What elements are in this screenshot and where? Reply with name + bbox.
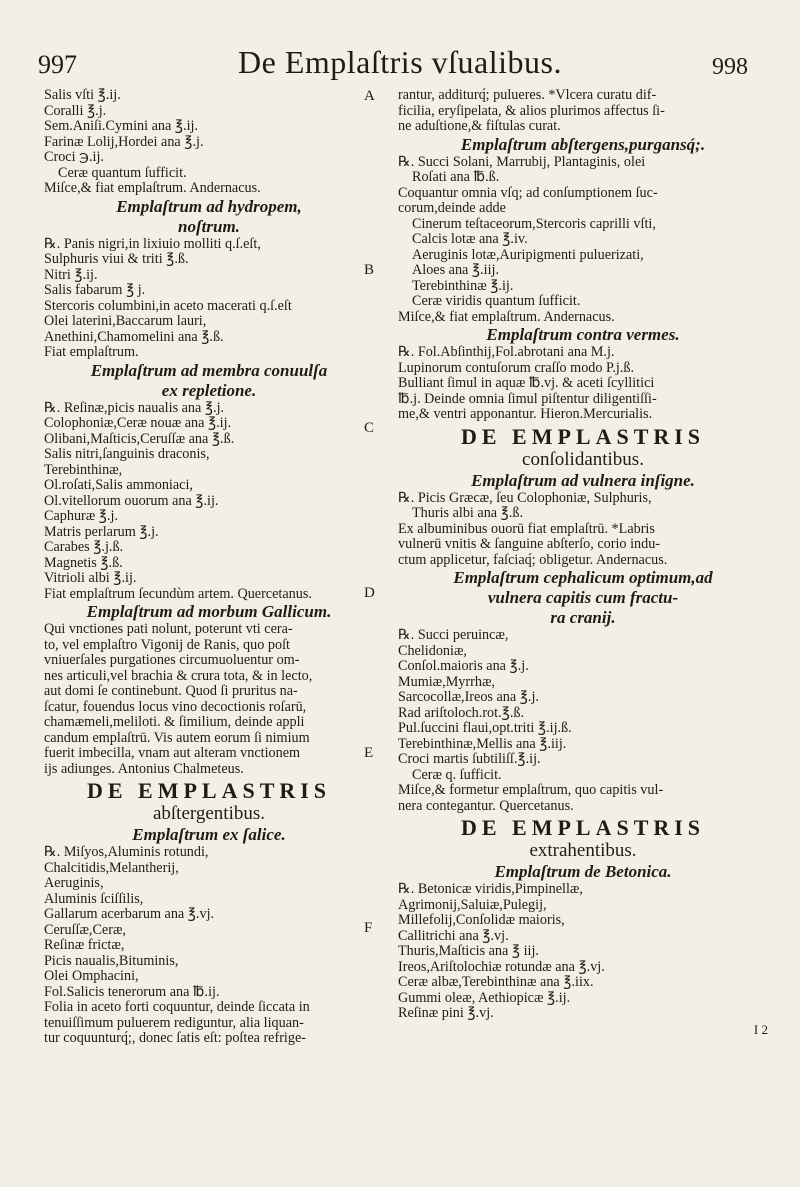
text-line: aut domi ſe continebunt. Quod ſi pruritus na- bbox=[44, 683, 298, 699]
text-line: Coralli ℥.j. bbox=[44, 102, 107, 119]
text-line: ſcatur, fouendus locus vino decoctionis roſarū, bbox=[44, 698, 307, 715]
text-line: Stercoris columbini,in aceto macerati q.ſ.eſt bbox=[44, 297, 292, 314]
recipe-heading: Emplaſtrum ad membra conuulſa bbox=[90, 360, 328, 380]
margin-letter-f: F bbox=[364, 920, 373, 936]
recipe-heading: Emplaſtrum ex ſalice. bbox=[132, 825, 286, 844]
text-line: ℞. Reſinæ,picis naualis ana ℥.j. bbox=[44, 399, 225, 416]
text-line: to, vel emplaſtro Vigonij de Ranis, quo poſt bbox=[44, 636, 290, 653]
text-line: vulnerū vnitis & ſanguine abſterſo, corio indu- bbox=[398, 536, 661, 552]
text-line: Gallarum acerbarum ana ℥.vj. bbox=[44, 906, 215, 922]
text-line: ℞. Picis Græcæ, ſeu Colophoniæ, Sulphuris, bbox=[398, 489, 652, 506]
recipe-heading: vulnera capitis cum fractu- bbox=[487, 588, 679, 607]
running-title: De Emplaſtris vſualibus. bbox=[238, 44, 562, 80]
text-line: Miſce,& fiat emplaſtrum. Andernacus. bbox=[398, 308, 615, 325]
text-line: Ceræ quantum ſufficit. bbox=[58, 164, 187, 181]
text-line: Qui vnctiones pati nolunt, poterunt vti cera- bbox=[44, 621, 293, 637]
text-line: Nitri ℥.ij. bbox=[44, 266, 98, 283]
text-line: Aluminis ſciſſilis, bbox=[44, 890, 144, 907]
text-line: Ceruſſæ,Ceræ, bbox=[44, 921, 126, 938]
text-line: Terebinthinæ, bbox=[44, 461, 123, 478]
text-line: Vitrioli albi ℥.ij. bbox=[44, 570, 137, 586]
text-line: Olei laterini,Baccarum lauri, bbox=[44, 313, 207, 329]
text-line: Coquantur omnia vſq; ad conſumptionem ſuc- bbox=[398, 184, 658, 201]
text-line: Chalcitidis,Melantherij, bbox=[44, 859, 179, 876]
text-line: Ex albuminibus ouorū fiat emplaſtrū. *Labris bbox=[398, 520, 655, 537]
text-line: ℞. Betonicæ viridis,Pimpinellæ, bbox=[398, 881, 583, 897]
text-line: fuerit imbecilla, vnam aut alteram vnctionem bbox=[44, 745, 301, 761]
recipe-heading: ex repletione. bbox=[161, 380, 257, 400]
text-line: Aloes ana ℥.iij. bbox=[412, 262, 499, 278]
section-subheading: extrahentibus. bbox=[529, 840, 637, 861]
signature-mark: I 2 bbox=[753, 1021, 768, 1037]
text-line: Olibani,Maſticis,Ceruſſæ ana ℥.ß. bbox=[44, 430, 235, 447]
text-line: nera contegantur. Quercetanus. bbox=[398, 797, 574, 814]
text-line: Matris perlarum ℥.j. bbox=[44, 523, 159, 540]
text-line: Terebinthinæ,Mellis ana ℥.iij. bbox=[398, 735, 567, 752]
text-line: tenuiſſimum puluerem rediguntur, alia liquan- bbox=[44, 1014, 304, 1031]
text-line: Salis nitri,ſanguinis draconis, bbox=[44, 446, 210, 462]
text-line: ijs adiunges. Antonius Chalmeteus. bbox=[44, 760, 244, 777]
section-subheading: abſtergentibus. bbox=[152, 803, 266, 824]
section-heading: DE EMPLASTRIS bbox=[460, 815, 706, 840]
text-line: corum,deinde adde bbox=[398, 200, 506, 216]
text-line: Colophoniæ,Ceræ nouæ ana ℥.ij. bbox=[44, 415, 232, 431]
margin-letter-b: B bbox=[364, 262, 375, 278]
text-line: Ceræ viridis quantum ſufficit. bbox=[412, 293, 581, 309]
recipe-heading: Emplaſtrum ad morbum Gallicum. bbox=[86, 602, 332, 621]
recipe-heading: Emplaſtrum ad hydropem, bbox=[116, 196, 302, 216]
text-line: Magnetis ℥.ß. bbox=[44, 554, 123, 571]
text-line: ℞. Fol.Abſinthij,Fol.abrotani ana M.j. bbox=[398, 344, 615, 360]
text-line: Roſati ana ℔.ß. bbox=[412, 169, 500, 185]
text-line: Pul.ſuccini flaui,opt.triti ℥.ij.ß. bbox=[398, 720, 572, 736]
text-line: Mumiæ,Myrrhæ, bbox=[398, 673, 495, 690]
right-column bbox=[398, 88, 768, 1037]
text-line: Lupinorum contuſorum craſſo modo P.j.ß. bbox=[398, 359, 635, 376]
recipe-heading: Emplaſtrum contra vermes. bbox=[486, 325, 680, 344]
text-line: Anethini,Chamomelini ana ℥.ß. bbox=[44, 328, 224, 345]
text-line: ℔.j. Deinde omnia ſimul piſtentur diligentiſſi- bbox=[398, 390, 657, 407]
text-line: Croci ℈.ij. bbox=[44, 149, 104, 165]
text-line: Aeruginis lotæ,Auripigmenti puluerizati, bbox=[412, 246, 644, 263]
text-line: Reſinæ pini ℥.vj. bbox=[398, 1005, 494, 1021]
text-line: Folia in aceto forti coquuntur, deinde ſiccata in bbox=[44, 999, 310, 1015]
recipe-heading: noſtrum. bbox=[178, 216, 240, 236]
text-line: Millefolij,Conſolidæ maioris, bbox=[398, 912, 565, 928]
text-line: Callitrichi ana ℥.vj. bbox=[398, 927, 509, 944]
text-line: Rad ariſtoloch.rot.℥.ß. bbox=[398, 704, 525, 721]
text-line: Ireos,Ariſtolochiæ rotundæ ana ℥.vj. bbox=[398, 958, 605, 975]
text-line: me,& ventri apponantur. Hieron.Mercurialis. bbox=[398, 406, 653, 422]
text-line: Cinerum teſtacеorum,Stercoris caprilli vſti, bbox=[412, 215, 656, 232]
text-line: Sarcocollæ,Ireos ana ℥.j. bbox=[398, 689, 539, 705]
margin-letter-d: D bbox=[364, 585, 375, 601]
text-line: rantur, additurq́; pulueres. *Vlcera curatu dif- bbox=[398, 87, 657, 103]
text-line: Agrimonij,Saluiæ,Pulegij, bbox=[398, 896, 547, 913]
text-line: Fiat emplaſtrum ſecundùm artem. Quercetanus. bbox=[44, 585, 312, 602]
page-number-right: 998 bbox=[712, 54, 748, 80]
text-line: Salis fabarum ℥ j. bbox=[44, 282, 146, 298]
text-line: Sulphuris viui & triti ℥.ß. bbox=[44, 251, 189, 267]
section-subheading: conſolidantibus. bbox=[522, 448, 644, 470]
text-line: Chelidoniæ, bbox=[398, 642, 467, 659]
text-line: Fol.Salicis tenerorum ana ℔.ij. bbox=[44, 983, 220, 1000]
recipe-heading: Emplaſtrum ad vulnera inſigne. bbox=[471, 470, 695, 490]
margin-letter-c: C bbox=[364, 420, 375, 436]
text-line: ctum applicetur, faſciaq́; obligetur. Andernacus. bbox=[398, 551, 668, 568]
text-line: vniuerſales purgationes circumuoluentur om- bbox=[44, 652, 300, 668]
section-heading: DE EMPLASTRIS bbox=[86, 778, 332, 803]
recipe-heading: Emplaſtrum cephalicum optimum,ad bbox=[453, 568, 713, 587]
text-line: Aeruginis, bbox=[44, 875, 104, 891]
margin-letter-a: A bbox=[364, 88, 375, 104]
text-line: Ol.vitellorum ouorum ana ℥.ij. bbox=[44, 492, 219, 509]
text-line: Olei Omphacini, bbox=[44, 968, 139, 984]
text-line: Miſce,& fiat emplaſtrum. Andernacus. bbox=[44, 180, 261, 196]
text-line: ℞. Panis nigri,in lixiuio molliti q.ſ.eſt, bbox=[44, 235, 261, 252]
text-line: Salis vſti ℥.ij. bbox=[44, 87, 121, 103]
text-line: ℞. Succi peruincæ, bbox=[398, 627, 509, 643]
left-column bbox=[44, 88, 374, 1047]
text-line: ℞. Miſyos,Aluminis rotundi, bbox=[44, 844, 209, 860]
text-line: ficilia, eryſipelata, & alios plurimos affectus ſi- bbox=[398, 102, 665, 119]
margin-letter-e: E bbox=[364, 745, 374, 761]
text-line: Ceræ q. ſufficit. bbox=[412, 766, 502, 783]
recipe-heading: Emplaſtrum abſtergens,purgansq́;. bbox=[460, 134, 706, 154]
text-line: Bulliant ſimul in aquæ ℔.vj. & aceti ſcyllitici bbox=[398, 375, 655, 391]
text-line: Croci martis ſubtiliſſ.℥.ij. bbox=[398, 751, 541, 767]
text-line: Thuris albi ana ℥.ß. bbox=[412, 505, 524, 521]
text-line: Reſinæ frictæ, bbox=[44, 937, 125, 953]
text-line: Carabes ℥.j.ß. bbox=[44, 539, 124, 555]
text-line: Sem.Aniſi.Cymini ana ℥.ij. bbox=[44, 118, 199, 134]
text-line: nes articuli,vel brachia & crura tota, & in lecto, bbox=[44, 667, 313, 684]
text-line: Terebinthinæ ℥.ij. bbox=[412, 277, 514, 294]
text-line: Ceræ albæ,Terebinthinæ ana ℥.iix. bbox=[398, 974, 594, 990]
text-line: ℞. Succi Solani, Marrubij, Plantaginis, olei bbox=[398, 153, 646, 170]
text-line: chamæmeli,meliloti. & ſimilium, deinde appli bbox=[44, 714, 305, 730]
text-line: Thuris,Maſticis ana ℥ iij. bbox=[398, 943, 539, 959]
page-header bbox=[0, 44, 800, 88]
text-line: Conſol.maioris ana ℥.j. bbox=[398, 658, 529, 674]
text-line: Fiat emplaſtrum. bbox=[44, 344, 139, 360]
text-line: ne aduſtione,& fiſtulas curat. bbox=[398, 118, 561, 134]
text-line: candum emplaſtrū. Vis autem eorum ſi nimium bbox=[44, 729, 310, 746]
page-number-left: 997 bbox=[38, 50, 77, 79]
text-line: Caphuræ ℥.j. bbox=[44, 508, 119, 524]
text-line: Farinæ Lolij,Hordei ana ℥.j. bbox=[44, 133, 204, 150]
text-line: Ol.roſati,Salis ammoniaci, bbox=[44, 477, 193, 493]
section-heading: DE EMPLASTRIS bbox=[460, 423, 706, 449]
recipe-heading: Emplaſtrum de Betonica. bbox=[494, 862, 672, 881]
text-line: tur coquunturq́;, donec ſatis eſt: poſtea refrige- bbox=[44, 1030, 306, 1046]
recipe-heading: ra cranij. bbox=[550, 608, 616, 627]
text-line: Miſce,& formetur emplaſtrum, quo capitis vul- bbox=[398, 782, 664, 798]
text-line: Picis naualis,Bituminis, bbox=[44, 952, 179, 969]
text-line: Calcis lotæ ana ℥.iv. bbox=[412, 231, 528, 247]
text-line: Gummi oleæ, Aethiopicæ ℥.ij. bbox=[398, 989, 571, 1006]
